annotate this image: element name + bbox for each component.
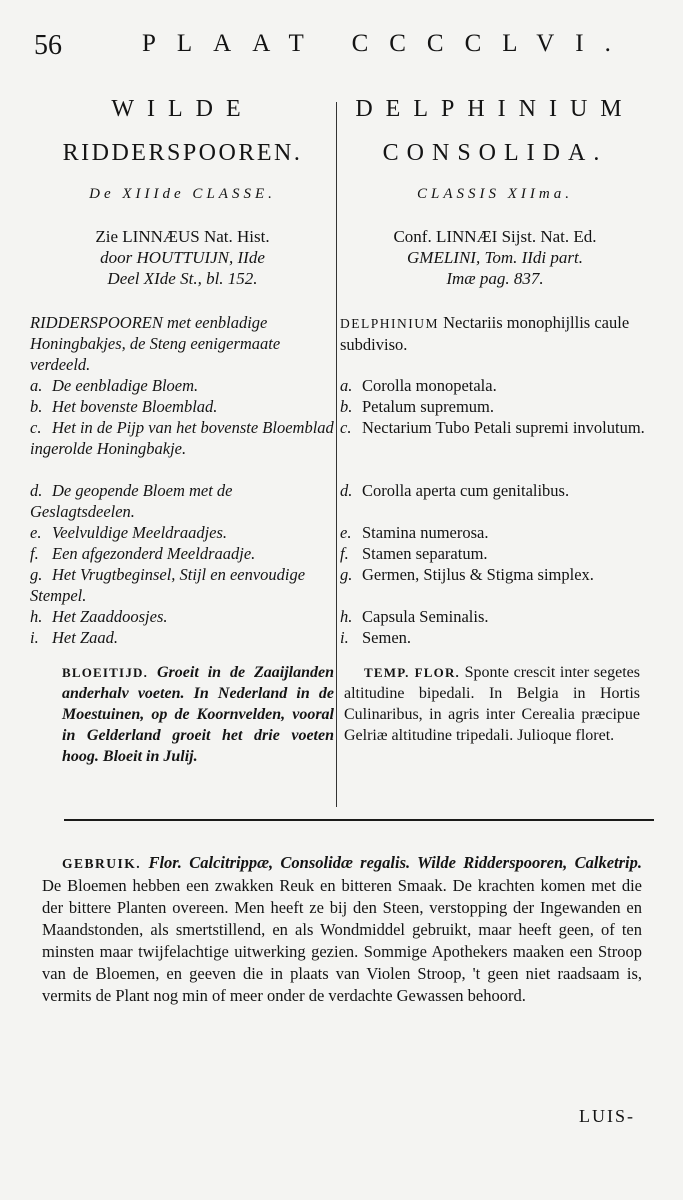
left-title-2: RIDDERSPOOREN.	[62, 140, 303, 166]
right-classe: CLASSIS XIIma.	[417, 186, 573, 202]
catchword: LUIS-	[579, 1106, 635, 1126]
left-item: c. Het in de Pijp van het bovenste Bloemblad ingerolde Honingbakje.	[30, 418, 334, 458]
left-ref-line: Deel XIde St., bl. 152.	[107, 269, 258, 288]
right-ref-line: GMELINI, Tom. IIdi part.	[407, 248, 583, 267]
right-item: a. Corolla monopetala.	[340, 376, 497, 395]
left-item: h. Het Zaaddoosjes.	[30, 607, 168, 626]
column-divider	[336, 102, 337, 807]
right-ref-line: Conf. LINNÆI Sijst. Nat. Ed.	[393, 227, 597, 246]
right-item: i. Semen.	[340, 628, 412, 647]
right-title-2: CONSOLIDA.	[382, 140, 608, 166]
usage-text: De Bloemen hebben een zwakken Reuk en bitteren Smaak. De krachten komen met die der bittere Planten overeen. Men heeft ze bij den Steen, verstopping der Ingewanden en Maandstonden, als smertstillend, en als Wondmiddel gebruikt, maar heeft geen, of ten minsten maar twijfelachtige uitwerking gezien. Sommige Apothekers maaken een Stroop van de Bloemen, en geeven die in plaats van Violen Stroop, 't geen niet raadsaam is, vermits de Plant nog min of meer onder de verdachte Gewassen behoord.	[42, 876, 642, 1005]
left-classe: De XIIIde CLASSE.	[89, 186, 276, 202]
gebruik-label: GEBRUIK.	[62, 856, 142, 871]
running-header	[34, 28, 654, 62]
temp-flor-text: Sponte crescit inter segetes altitudine bipedali. In Belgia in Hortis Culinaribus, in agris inter Cerealia præcipue Gelriæ altitudine tripedali. Julioque floret.	[344, 664, 641, 744]
right-item: g. Germen, Stijlus & Stigma simplex.	[340, 565, 594, 584]
right-title-1: DELPHINIUM	[355, 96, 635, 122]
plate-number: PLAAT CCCCLVI.	[142, 30, 632, 57]
right-item: f. Stamen separatum.	[340, 544, 488, 563]
right-item: d. Corolla aperta cum genitalibus.	[340, 481, 570, 500]
right-item: h. Capsula Seminalis.	[340, 607, 489, 626]
temp-flor-label: TEMP. FLOR.	[364, 665, 460, 680]
left-item: e. Veelvuldige Meeldraadjes.	[30, 523, 228, 542]
delphinium-label: DELPHINIUM	[340, 316, 439, 331]
right-item: c. Nectarium Tubo Petali supremi involutum.	[340, 418, 645, 437]
right-intro	[340, 312, 650, 355]
left-flowering-time	[62, 662, 334, 767]
left-title-1: WILDE	[111, 96, 254, 122]
page-number: 56	[34, 30, 62, 61]
right-flowering-time	[344, 662, 640, 746]
bloeitijd-label: BLOEITIJD.	[62, 665, 149, 680]
left-reference	[30, 226, 335, 289]
left-intro: RIDDERSPOOREN met eenbladige Honingbakjes, de Steng eenigermaate verdeeld.	[30, 313, 281, 374]
left-item: d. De geopende Bloem met de Geslagtsdeelen.	[30, 481, 233, 521]
right-item: b. Petalum supremum.	[340, 397, 494, 416]
bloeitijd-text: Groeit in de Zaaijlanden anderhalv voeten. In Nederland in de Moestuinen, op de Koornvelden, vooral in Gelderland groeit het drie voeten hoog. Bloeit in Julij.	[62, 664, 335, 765]
left-ref-line: Zie LINNÆUS Nat. Hist.	[95, 227, 270, 246]
section-rule	[64, 819, 654, 821]
usage-names: Flor. Calcitrippæ, Consolidæ regalis. Wilde Ridderspooren, Calketrip.	[148, 853, 642, 872]
left-ref-line: door HOUTTUIJN, IIde	[100, 248, 265, 267]
delphinium-text: Nectariis monophijllis caule subdiviso.	[340, 313, 630, 354]
right-ref-line: Imæ pag. 837.	[446, 269, 544, 288]
usage-paragraph	[42, 852, 642, 1007]
left-item: g. Het Vrugtbeginsel, Stijl en eenvoudige Stempel.	[30, 565, 306, 605]
left-item: i. Het Zaad.	[30, 628, 118, 647]
right-item: e. Stamina numerosa.	[340, 523, 489, 542]
left-item: b. Het bovenste Bloemblad.	[30, 397, 218, 416]
left-item: f. Een afgezonderd Meeldraadje.	[30, 544, 256, 563]
left-item: a. De eenbladige Bloem.	[30, 376, 199, 395]
right-reference	[340, 226, 650, 289]
